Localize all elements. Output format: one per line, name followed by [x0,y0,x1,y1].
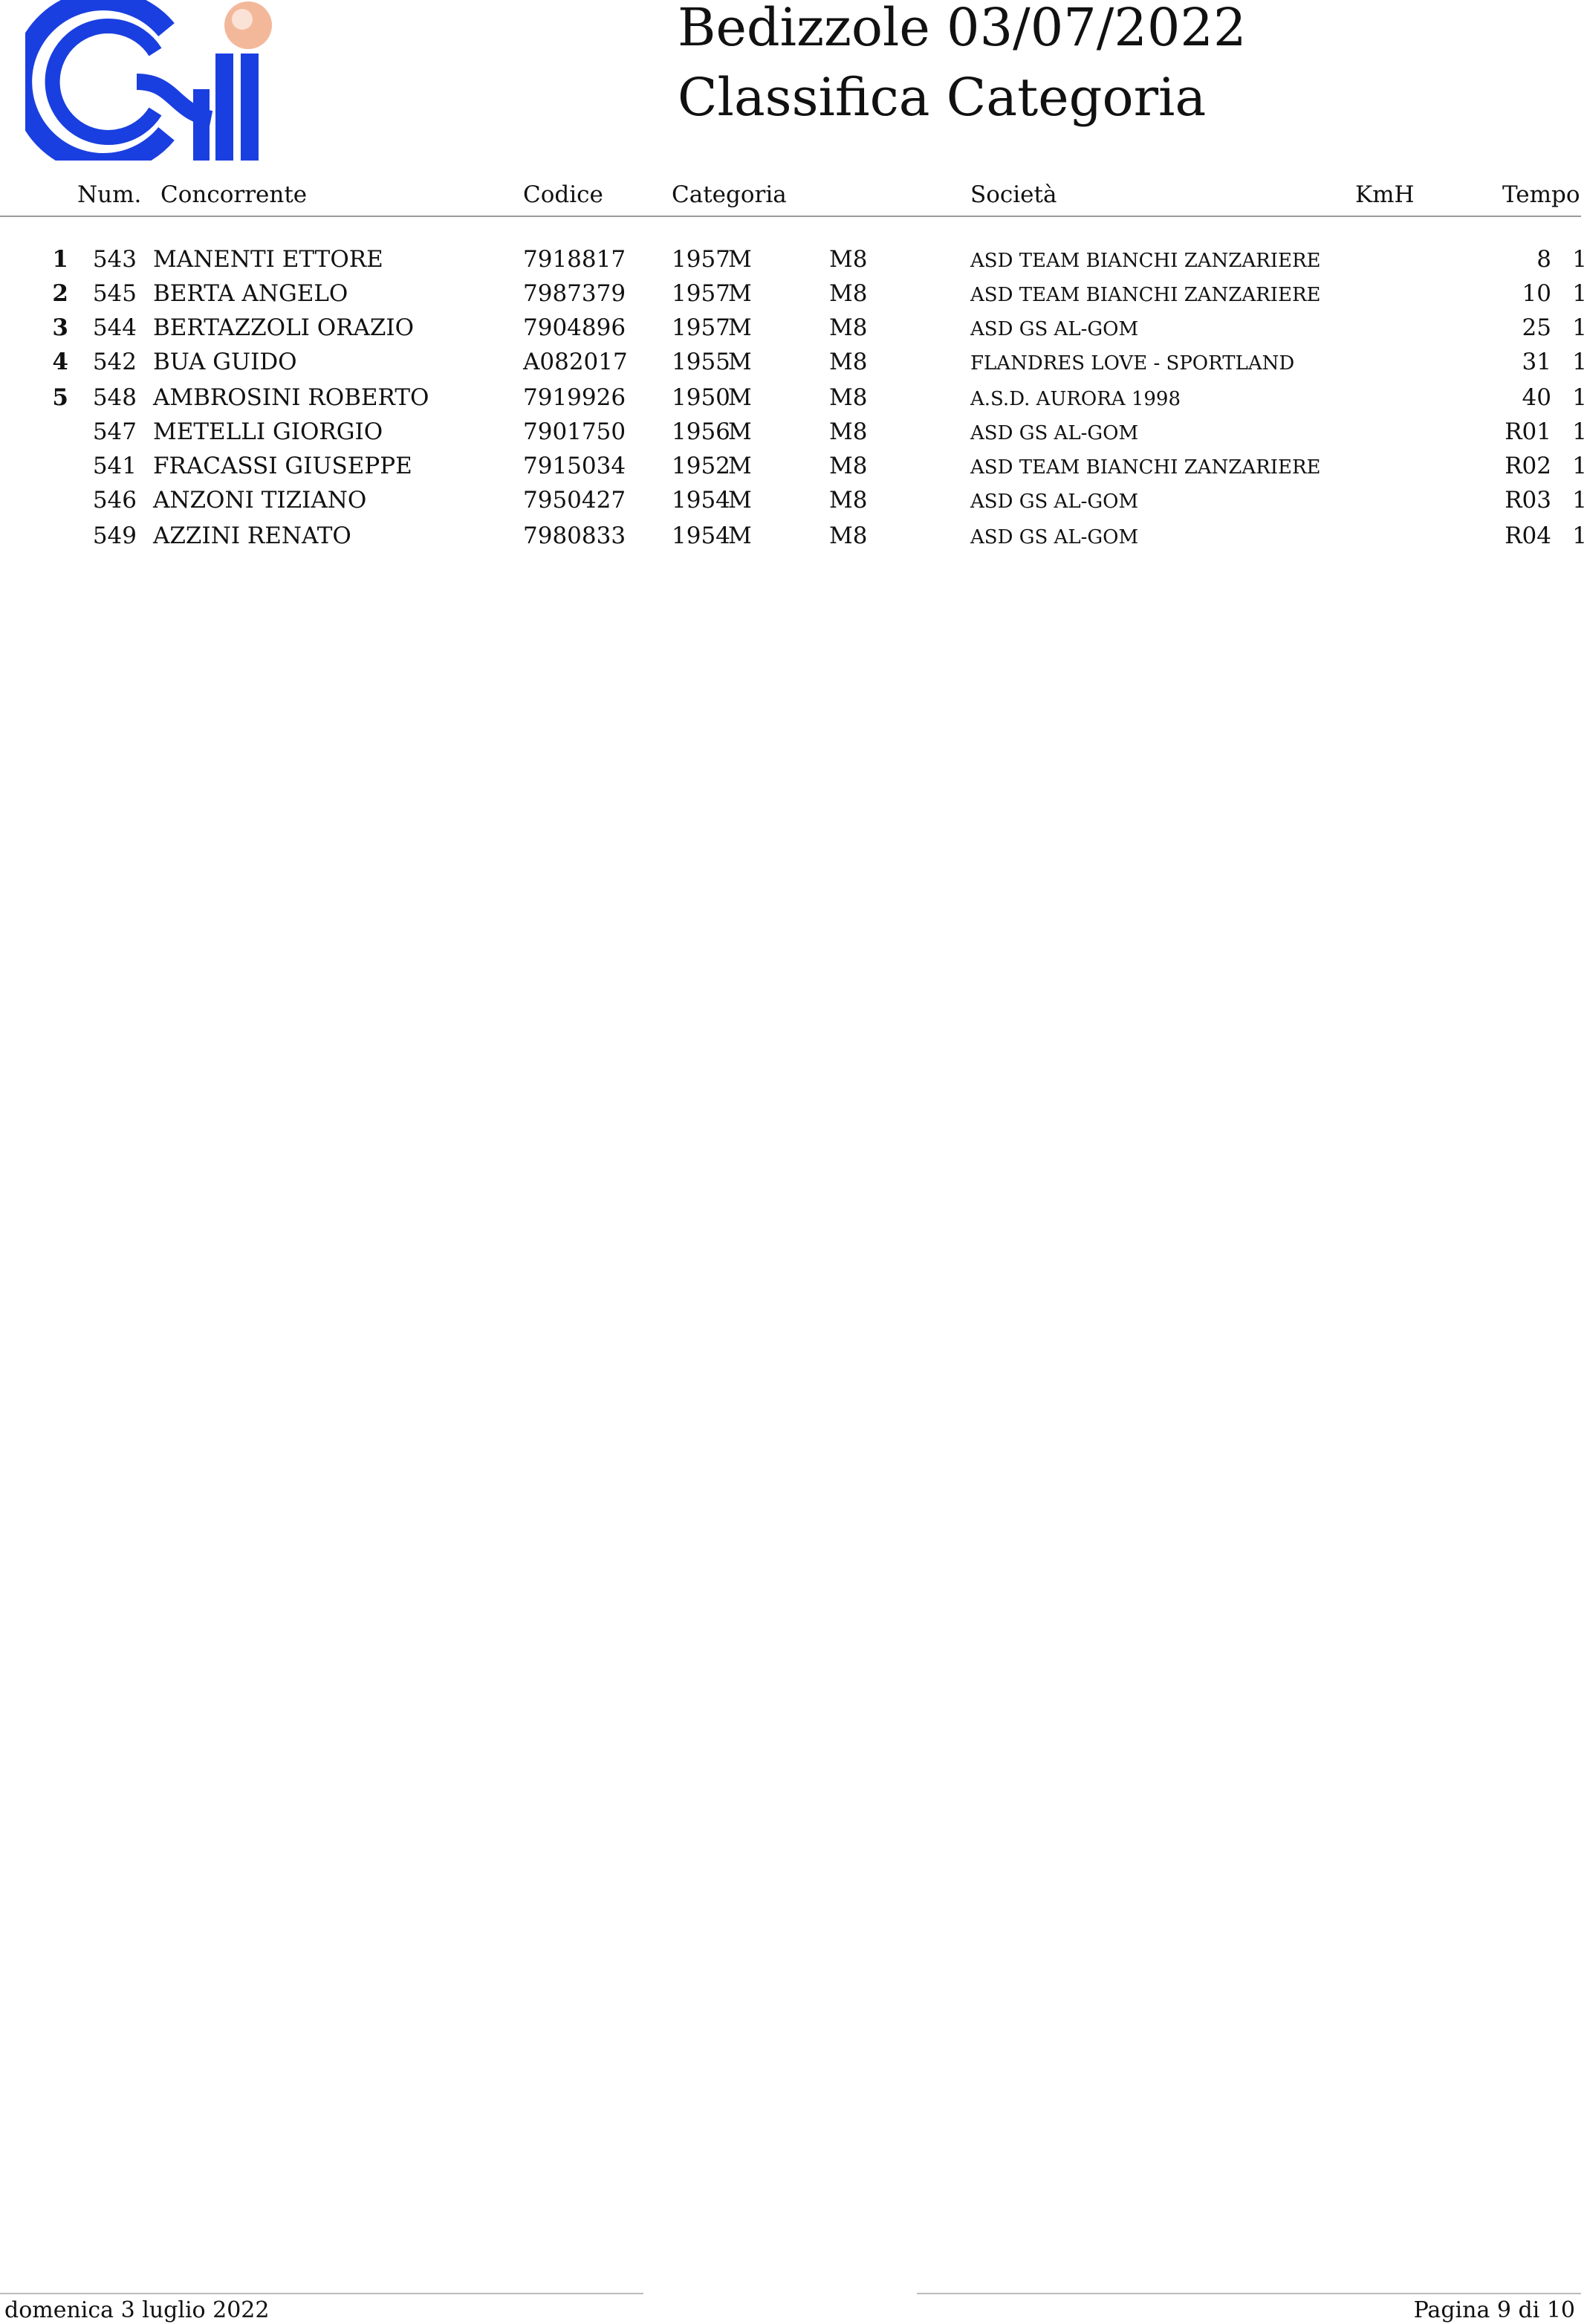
col-header-tempo: Tempo [1502,181,1580,208]
row-category: M8 [829,349,868,375]
row-tempo: R01 [1505,418,1551,445]
row-sex: M [728,246,752,273]
row-club: ASD GS AL-GOM [970,491,1139,513]
row-extra: 1 [1572,314,1587,341]
row-competitor-name: METELLI GIORGIO [153,418,383,445]
row-competitor-name: FRACASSI GIUSEPPE [153,453,412,479]
row-position: 5 [52,384,68,411]
row-code: 7918817 [523,246,626,273]
row-code: 7987379 [523,280,626,307]
row-position: 2 [52,280,68,307]
col-header-categoria: Categoria [672,181,787,208]
row-club: ASD TEAM BIANCHI ZANZARIERE [970,456,1321,479]
row-position: 3 [52,314,68,341]
row-birth-year: 1957 [672,314,730,341]
row-extra: 1 [1572,280,1587,307]
row-bib-number: 545 [92,280,137,307]
row-category: M8 [829,453,868,479]
row-bib-number: 547 [92,418,137,445]
col-header-kmh: KmH [1355,181,1415,208]
row-bib-number: 549 [92,522,137,549]
row-club: ASD TEAM BIANCHI ZANZARIERE [970,250,1321,272]
row-category: M8 [829,418,868,445]
row-tempo: 40 [1522,384,1551,411]
col-header-societa: Società [970,181,1057,208]
row-birth-year: 1957 [672,280,730,307]
row-birth-year: 1954 [672,487,730,514]
row-category: M8 [829,487,868,514]
row-tempo: 31 [1522,349,1551,375]
row-category: M8 [829,522,868,549]
row-competitor-name: MANENTI ETTORE [153,246,383,273]
page-title-event: Bedizzole 03/07/2022 [678,0,1247,58]
row-birth-year: 1955 [672,349,730,375]
row-sex: M [728,314,752,341]
row-competitor-name: BUA GUIDO [153,349,297,375]
csi-logo [25,0,279,161]
row-birth-year: 1954 [672,522,730,549]
row-club: A.S.D. AURORA 1998 [970,388,1181,410]
row-competitor-name: ANZONI TIZIANO [153,487,367,514]
row-category: M8 [829,384,868,411]
row-code: 7919926 [523,384,626,411]
row-bib-number: 546 [92,487,137,514]
row-extra: 1 [1572,384,1587,411]
row-competitor-name: BERTAZZOLI ORAZIO [153,314,415,341]
row-birth-year: 1957 [672,246,730,273]
row-club: ASD GS AL-GOM [970,318,1139,340]
row-position: 1 [52,246,68,273]
footer-date: domenica 3 luglio 2022 [4,2297,270,2323]
row-code: 7980833 [523,522,626,549]
row-birth-year: 1952 [672,453,730,479]
row-category: M8 [829,246,868,273]
row-category: M8 [829,280,868,307]
col-header-concorrente: Concorrente [160,181,308,208]
col-header-num: Num. [77,181,142,208]
row-sex: M [728,349,752,375]
row-competitor-name: AZZINI RENATO [153,522,351,549]
row-competitor-name: AMBROSINI ROBERTO [153,384,429,411]
row-bib-number: 542 [92,349,137,375]
row-bib-number: 541 [92,453,137,479]
header-divider [0,216,1581,217]
row-bib-number: 543 [92,246,137,273]
row-extra: 1 [1572,487,1587,514]
row-tempo: 25 [1522,314,1551,341]
row-code: A082017 [523,349,628,375]
row-position: 4 [52,349,68,375]
row-sex: M [728,418,752,445]
row-code: 7901750 [523,418,626,445]
col-header-codice: Codice [523,181,603,208]
row-sex: M [728,522,752,549]
row-club: ASD GS AL-GOM [970,422,1139,444]
row-category: M8 [829,314,868,341]
row-competitor-name: BERTA ANGELO [153,280,348,307]
footer-rule-left [0,2293,643,2294]
row-club: ASD TEAM BIANCHI ZANZARIERE [970,284,1321,306]
page-title-ranking: Classifica Categoria [678,67,1207,128]
row-code: 7904896 [523,314,626,341]
row-club: FLANDRES LOVE - SPORTLAND [970,352,1295,375]
row-sex: M [728,453,752,479]
row-tempo: R04 [1505,522,1551,549]
row-bib-number: 548 [92,384,137,411]
row-birth-year: 1956 [672,418,730,445]
row-code: 7950427 [523,487,626,514]
row-extra: 1 [1572,246,1587,273]
row-bib-number: 544 [92,314,137,341]
row-tempo: R03 [1505,487,1551,514]
row-tempo: 10 [1522,280,1551,307]
row-sex: M [728,487,752,514]
row-tempo: 8 [1536,246,1551,273]
footer-page-number: Pagina 9 di 10 [1413,2297,1575,2323]
row-extra: 1 [1572,522,1587,549]
row-tempo: R02 [1505,453,1551,479]
footer-rule-right [917,2293,1581,2294]
row-code: 7915034 [523,453,626,479]
row-birth-year: 1950 [672,384,730,411]
row-extra: 1 [1572,349,1587,375]
row-club: ASD GS AL-GOM [970,526,1139,548]
row-extra: 1 [1572,453,1587,479]
row-extra: 1 [1572,418,1587,445]
row-sex: M [728,384,752,411]
row-sex: M [728,280,752,307]
